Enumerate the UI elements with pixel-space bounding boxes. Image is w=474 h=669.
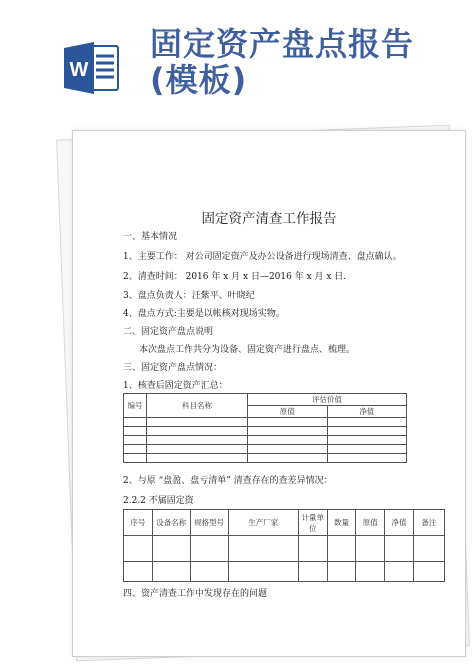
table-header: 规格型号 (190, 510, 228, 536)
doc-line: 2、清查时间： 2016 年 x 月 x 日—2016 年 x 月 x 日. (123, 272, 347, 282)
table-row (124, 436, 407, 445)
doc-line: 本次盘点工作共分为设备、固定资产进行盘点、梳理。 (139, 345, 356, 355)
table-header: 数量 (327, 510, 356, 536)
word-icon (62, 40, 122, 96)
table-header: 生产厂家 (228, 510, 298, 536)
document-title: 固定资产清查工作报告 (201, 211, 337, 227)
doc-line: 1、主要工作： 对公司固定资产及办公设备进行现场清查、盘点确认。 (123, 252, 402, 262)
document-page (72, 130, 466, 657)
table-row (124, 536, 445, 562)
title-line-1: 固定资产盘点报告 (150, 25, 415, 63)
table-header: 备注 (413, 510, 444, 536)
doc-line: 四、资产清查工作中发现存在的问题 (123, 589, 268, 599)
title-line-2: (模板) (150, 61, 248, 99)
table-header: 序号 (124, 510, 153, 536)
table-header: 计量单位 (298, 510, 327, 536)
doc-line: 2.2.2 不属固定资 (123, 496, 194, 506)
doc-line: 3、盘点负责人：汪紫平、叶晓纪 (123, 291, 255, 301)
table-row (124, 454, 407, 463)
doc-line: 一、基本情况 (123, 232, 178, 242)
table-header: 净值 (327, 406, 407, 418)
doc-line: 2、与原 “盘盈、盘亏清单” 清查存在的查差异情况： (123, 476, 333, 486)
table-header: 原值 (248, 406, 328, 418)
table-row (124, 418, 407, 427)
doc-line: 三、固定资产盘点情况： (123, 363, 223, 373)
non-fixed-asset-table (123, 509, 445, 582)
asset-summary-table (123, 393, 407, 463)
table-header: 净值 (385, 510, 414, 536)
doc-line: 二、固定资产盘点说明 (123, 327, 214, 337)
svg-text:W: W (69, 59, 89, 81)
doc-line: 4、盘点方式:主要是以帐核对现场实物。 (123, 309, 285, 319)
doc-line: 1、核查后固定资产汇总： (123, 381, 228, 391)
table-header: 评估价值 (248, 394, 407, 406)
table-header: 编号 (124, 394, 147, 418)
table-row (124, 427, 407, 436)
table-header: 科目名称 (147, 394, 248, 418)
table-row (124, 445, 407, 454)
page-title (150, 26, 414, 98)
table-row (124, 562, 445, 582)
table-header: 设备名称 (152, 510, 190, 536)
table-header: 原值 (356, 510, 385, 536)
